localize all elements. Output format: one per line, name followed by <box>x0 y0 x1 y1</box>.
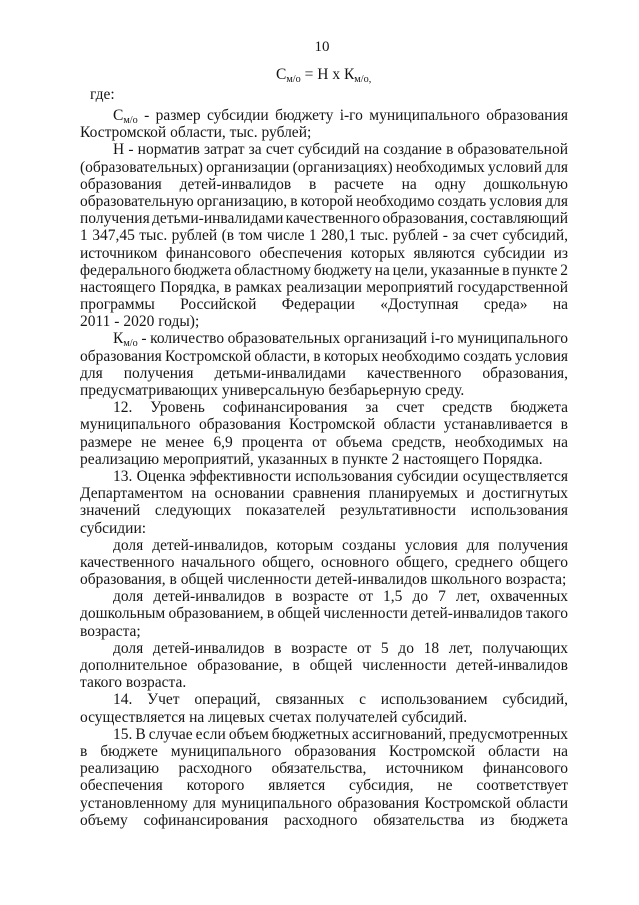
line-text: настоящего Порядка, в рамках реализации мероприятий государственной <box>80 278 568 296</box>
paragraph <box>80 726 568 829</box>
text-line <box>80 434 568 451</box>
text-line <box>80 537 568 554</box>
line-content <box>113 107 568 124</box>
line-content <box>113 399 568 416</box>
line-content <box>80 795 568 812</box>
line-content <box>80 159 568 176</box>
line-content <box>80 502 568 519</box>
text-line <box>80 348 568 365</box>
text-line <box>80 451 568 468</box>
text-line <box>80 176 568 193</box>
text-line <box>80 795 568 812</box>
line-content <box>80 210 568 227</box>
text-line <box>80 777 568 794</box>
formula <box>276 66 371 84</box>
line-content <box>80 262 568 279</box>
line-content <box>80 434 568 451</box>
paragraph <box>80 537 568 589</box>
document-body <box>80 107 568 829</box>
paragraph <box>80 330 568 399</box>
page-number: 10 <box>314 39 330 55</box>
line-content <box>80 451 543 468</box>
line-content <box>80 743 568 760</box>
line-content <box>80 520 146 537</box>
line-text: 12. Уровень софинансирования за счет средств бюджета <box>113 399 568 417</box>
text-line <box>80 107 568 124</box>
text-line <box>80 365 568 382</box>
text-line <box>80 330 568 350</box>
line-text: получения детьми-инвалидами качественного образования, составляющий <box>80 210 568 228</box>
variable-subscript: м/о <box>123 114 138 126</box>
text-line <box>80 743 568 760</box>
text-line <box>80 245 568 262</box>
line-text: реализацию мероприятий, указанных в пункте 2 настоящего Порядка. <box>80 450 543 468</box>
line-text: дополнительное образование, в общей численности детей-инвалидов <box>80 657 568 674</box>
line-content <box>80 571 566 588</box>
text-line <box>80 296 568 313</box>
text-line <box>80 416 568 433</box>
text-line <box>80 760 568 777</box>
line-content <box>113 468 568 485</box>
line-content <box>80 348 568 365</box>
paragraph <box>80 399 568 468</box>
line-text: муниципального образования Костромской области устанавливается в <box>80 416 568 434</box>
line-text: осуществляется на лицевых счетах получателей субсидий. <box>80 708 468 726</box>
formula-k-subscript: м/о, <box>354 73 372 85</box>
line-text: обеспечения которого является субсидия, не соответствует <box>80 777 568 795</box>
line-text: субсидии: <box>80 519 147 537</box>
line-text: доля детей-инвалидов в возрасте от 1,5 до 7 лет, охваченных <box>113 588 568 606</box>
line-content <box>80 382 464 399</box>
text-line <box>80 588 568 605</box>
line-content <box>80 709 467 726</box>
line-text: 13. Оценка эффективности использования субсидии осуществляется <box>113 467 568 485</box>
line-text: возраста; <box>80 622 141 640</box>
line-text: - размер субсидии бюджету i-го муниципального образования <box>137 107 568 124</box>
text-line <box>80 399 568 416</box>
line-content <box>80 812 568 829</box>
line-text: дошкольным образованием, в общей численности детей-инвалидов такого <box>80 605 568 623</box>
text-line <box>80 485 568 502</box>
line-text: образования Костромской области, в которых необходимо создать условия <box>80 347 568 365</box>
line-content <box>80 193 568 210</box>
paragraph <box>80 107 568 141</box>
formula-c-subscript: м/о <box>286 73 301 85</box>
line-content <box>80 124 311 141</box>
line-text: объему софинансирования расходного обязательства из бюджета <box>80 811 568 829</box>
text-line <box>80 313 568 330</box>
text-line <box>80 262 568 279</box>
line-text: Н - норматив затрат за счет субсидий на создание в образовательной <box>113 141 568 159</box>
text-line <box>80 279 568 296</box>
text-line <box>80 691 568 708</box>
line-content <box>80 554 568 571</box>
text-line <box>80 605 568 622</box>
line-content <box>80 605 568 622</box>
line-text: доля детей-инвалидов в возрасте от 5 до 18 лет, получающих <box>113 639 568 657</box>
text-line <box>80 623 568 640</box>
line-text: (образовательных) организации (организациях) необходимых условий для <box>80 158 568 176</box>
text-line <box>80 124 568 141</box>
line-content <box>80 623 141 640</box>
text-line <box>80 502 568 519</box>
variable-symbol: К <box>113 330 124 348</box>
text-line <box>80 554 568 571</box>
variable-symbol: С <box>113 107 124 124</box>
line-text: размере не менее 6,9 процента от объема средств, необходимых на <box>80 433 568 451</box>
line-content <box>80 416 568 433</box>
line-text: такого возраста. <box>80 674 187 692</box>
paragraph <box>80 588 568 640</box>
line-text: 14. Учет операций, связанных с использованием субсидий, <box>113 691 568 709</box>
line-text: 1 347,45 тыс. рублей (в том числе 1 280,1 тыс. рублей - за счет субсидий, <box>80 227 568 245</box>
paragraph <box>80 691 568 725</box>
text-line <box>80 726 568 743</box>
text-line <box>80 210 568 227</box>
line-content <box>80 657 568 674</box>
text-line <box>80 468 568 485</box>
text-line <box>80 159 568 176</box>
paragraph <box>80 468 568 537</box>
text-line <box>80 193 568 210</box>
line-content <box>80 777 568 794</box>
text-line <box>80 709 568 726</box>
line-text: федерального бюджета областному бюджету на цели, указанные в пункте 2 <box>80 261 568 279</box>
line-content <box>80 365 568 382</box>
line-content <box>80 313 199 330</box>
line-content <box>80 760 568 777</box>
line-text: 15. В случае если объем бюджетных ассигнований, предусмотренных <box>113 725 568 743</box>
line-text: в бюджете муниципального образования Костромской области на <box>80 742 568 760</box>
line-text: предусматривающих универсальную безбарьерную среду. <box>80 382 465 399</box>
line-content <box>80 176 568 193</box>
text-line <box>80 571 568 588</box>
line-content <box>80 227 568 244</box>
text-line <box>80 141 568 158</box>
line-text: источником финансового обеспечения которых являются субсидии из <box>80 244 568 262</box>
line-text: реализацию расходного обязательства, источником финансового <box>80 760 568 778</box>
line-text: установленному для муниципального образования Костромской области <box>80 794 568 812</box>
line-text: - количество образовательных организаций i-го муниципального <box>137 330 568 348</box>
line-content <box>80 485 568 502</box>
line-content <box>113 640 568 657</box>
line-text: образовательную организацию, в которой необходимо создать условия для <box>80 192 568 210</box>
line-text: качественного начального общего, основного общего, среднего общего <box>80 553 568 571</box>
line-content <box>113 141 568 158</box>
text-line <box>80 382 568 399</box>
paragraph <box>80 141 568 330</box>
variable-subscript: м/о <box>123 338 138 350</box>
text-line <box>80 520 568 537</box>
line-content <box>80 279 568 296</box>
paragraph <box>80 640 568 692</box>
line-content <box>113 691 568 708</box>
text-line <box>80 640 568 657</box>
text-line <box>80 227 568 244</box>
line-text: доля детей-инвалидов, которым созданы условия для получения <box>113 536 568 554</box>
line-content <box>80 674 186 691</box>
line-text: программы Российской Федерации «Доступная среда» на <box>80 296 568 314</box>
line-text: образования, в общей численности детей-инвалидов школьного возраста; <box>80 571 567 589</box>
line-content <box>113 537 568 554</box>
line-text: 2011 - 2020 годы); <box>80 313 200 331</box>
where-label: где: <box>90 86 115 103</box>
line-content <box>113 330 568 350</box>
line-content <box>113 588 568 605</box>
line-text: Департаментом на основании сравнения планируемых и достигнутых <box>80 485 568 503</box>
line-text: для получения детьми-инвалидами качественного образования, <box>80 364 568 382</box>
text-line <box>80 657 568 674</box>
text-line <box>80 674 568 691</box>
line-content <box>80 296 568 313</box>
formula-middle: = Н х К <box>300 66 355 83</box>
line-text: Костромской области, тыс. рублей; <box>80 124 312 142</box>
line-content <box>113 726 568 743</box>
line-text: образования детей-инвалидов в расчете на одну дошкольную <box>80 175 568 193</box>
line-text: значений следующих показателей результативности использования <box>80 502 568 520</box>
formula-c-symbol: С <box>276 66 287 83</box>
text-line <box>80 812 568 829</box>
line-content <box>80 245 568 262</box>
